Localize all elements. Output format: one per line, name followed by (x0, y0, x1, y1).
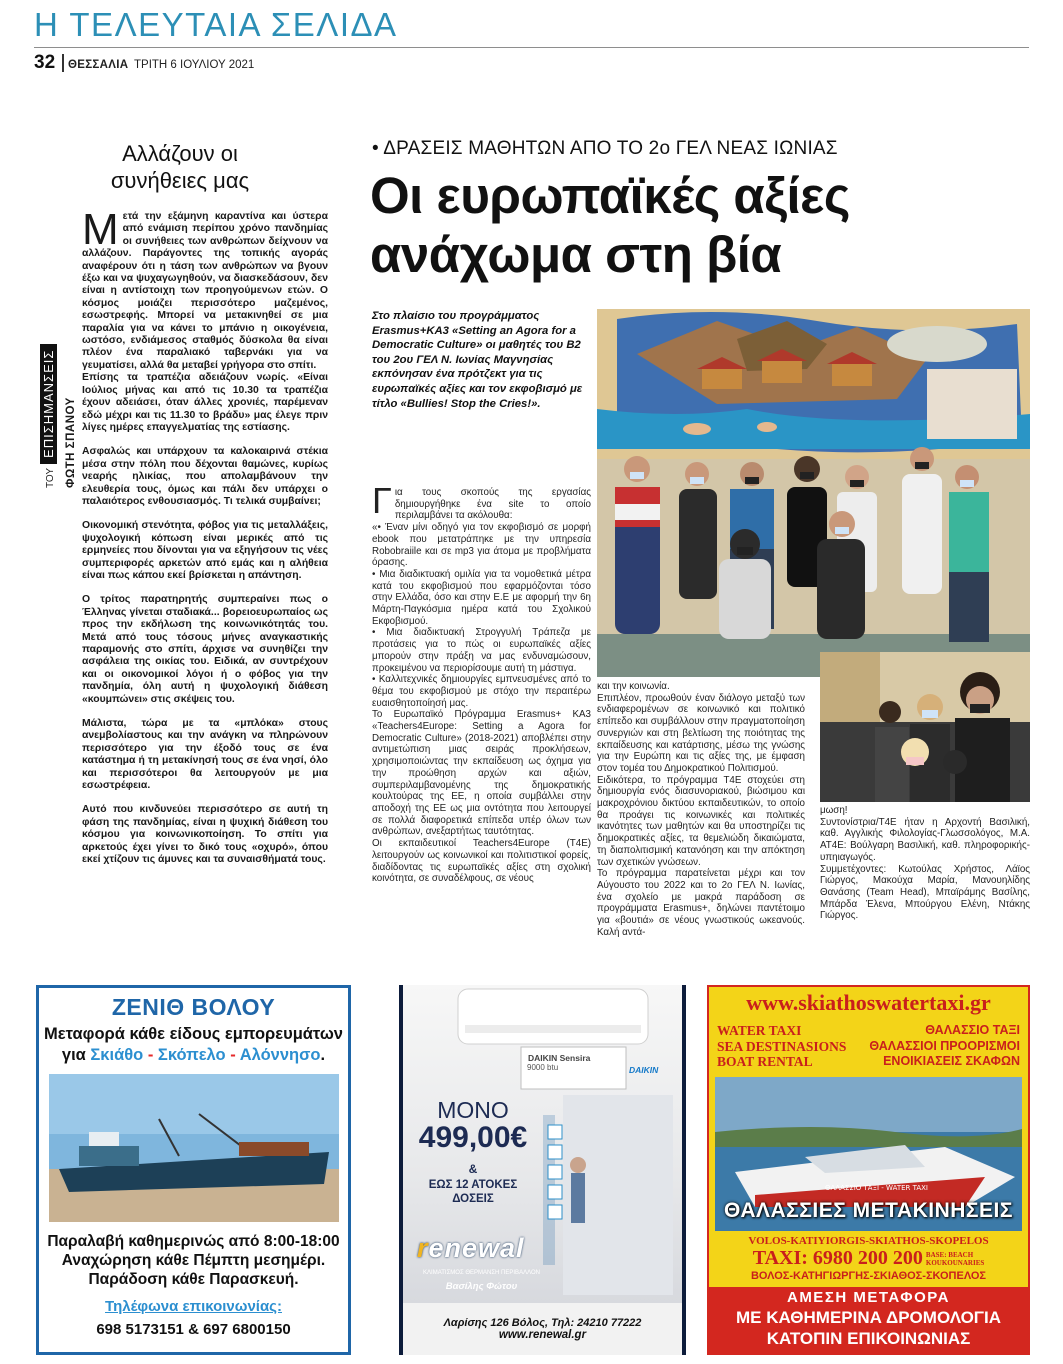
column-dropcap: Μ (82, 205, 119, 254)
column-paragraph: Επίσης τα τραπέζια αδειάζουν νωρίς. «Είναι Ιούλιος μήνας και από τις 10.30 τα τραπέζια έχουν αδειάσει, όταν άλλες χρονιές, παρέμεναν εδώ μέχρι και τις 11.30 το βράδυ» μας έλεγε πριν λίγες ημέρες επαγγελματίας της εστίασης. (82, 372, 328, 433)
article-paragraph: Το Ευρωπαϊκό Πρόγραμμα Erasmus+ KA3 «Teachers4Europe: Setting a Agora for Democratic Culture» (2018-2021) αποβλέπει στην αντιμετώπιση μιας σειράς προκλήσεων, χρησιμοποιώντας την εκπαίδευση ως όχημα για την προώθηση αρχών και αξιών, συμπεριλαμβανομένης της δημοκρατικής κουλτούρας της ΕΕ, η οποία συμβάλλει στην αποδοχή της ΕΕ ως μια οντότητα που λειτουργεί σε πολλά διαφορετικά επίπεδα υπέρ όλων των ανθρώπων, ανεξαρτήτως ταυτότητας. (372, 709, 591, 838)
by-contact: ΚΑΤΟΠΙΝ ΕΠΙΚΟΙΝΩΝΙΑΣ (766, 1329, 971, 1348)
column-section-label: ΕΠΙΣΗΜΑΝΣΕΙΣ (40, 344, 57, 464)
offer-amp: & (468, 1162, 478, 1176)
destination-separator: - (147, 1046, 154, 1064)
logo-letter: r (417, 1233, 429, 1263)
column-body (82, 205, 328, 879)
route-english: VOLOS-KATIYIORGIS-SKIATHOS-SKOPELOS (748, 1235, 989, 1247)
article-paragraph: ια τους σκοπούς της εργασίας δημιουργήθηκε ένα site το οποίο περιλαμβάνει τα ακόλουθα: (394, 487, 591, 522)
destinations-prefix: για (61, 1046, 86, 1064)
ac-brand: DAIKIN Sensira (528, 1053, 591, 1063)
offer-installments (403, 1178, 543, 1206)
column-paragraph: Ο τρίτος παρατηρητής συμπεραίνει πως ο Έλληνας γίνεται σταδιακά... βορειοευρωπαίος ως προς την εκδήλωση της κοινωνικότητάς του. Μετά από τους τόσους μήνες αναγκαστικής παραμονής στο σπίτι, άρχισε να συνηθίζει την ασφάλεια της οικίας του. Ειδικά, αν συντρέχουν και οι οικονομικοί λόγοι ή ο φόβος για την πανδημία, όλη αυτή η ψυχολογική διάθεση «κουμπώνει» στις σκέψεις του. (82, 594, 328, 705)
article-lead: Στο πλαίσιο του προγράμματος Erasmus+KA3 «Setting an Agora for a Democratic Culture» οι μαθητές του Β2 του 2ου ΓΕΛ Ν. Ιωνίας Μαγνησίας εκπόνησαν ένα πρότζεκτ για τις ευρωπαϊκές αξίες και τον εκφοβισμό με τίτλο «Bullies! Stop the Cries!». (372, 310, 583, 410)
headline-line: ανάχωμα στη βία (370, 226, 782, 283)
article-paragraph: Επιπλέον, προωθούν έναν διάλογο μεταξύ των ενδιαφερομένων σε κοινωνικό και πολιτικό επίπεδο και συμβάλλουν στην πραγματοποίηση συνεργιών και στη βελτίωση της ποιότητας της εκπαίδευσης και κατάρτισης, μέσω της γνώσης για την Ευρώπη και τις αξίες της, με έμφαση στον τομέα του Δημοκρατικού Πολιτισμού. (597, 692, 805, 774)
article-paragraph: και την κοινωνία. (597, 681, 670, 692)
issue-date: ΤΡΙΤΗ 6 ΙΟΥΛΙΟΥ 2021 (134, 59, 255, 71)
article-body-col3 (820, 805, 1030, 922)
daily-routes: ΜΕ ΚΑΘΗΜΕΡΙΝΑ ΔΡΟΜΟΛΟΓΙΑ (735, 1308, 1002, 1327)
services-english (717, 1023, 846, 1070)
section-title: Η ΤΕΛΕΥΤΑΙΑ ΣΕΛΙΔΑ (34, 6, 398, 43)
ad-zenith-destinations (39, 1046, 348, 1065)
article-paragraph: Οι εκπαιδευτικοί Teachers4Europe (T4E) λειτουργούν ως κοινωνικοί και πολιτιστικοί φορείς, διαδίδοντας τις ευρωπαϊκές αξίες στη σχολική κοινότητα, σε συναδέλφους, σε νέους (372, 838, 591, 885)
cargo-ship-photo (49, 1074, 339, 1222)
offer-price: 499,00€ (418, 1121, 528, 1154)
destination-separator: - (230, 1046, 236, 1064)
ad-zenith-phones-label: Τηλέφωνα επικοινωνίας: (105, 1298, 282, 1315)
article-body-col1 (372, 480, 591, 885)
students-photo-2 (820, 652, 1030, 802)
ad-zenith-phones[interactable]: 698 5173151 & 697 6800150 (96, 1321, 291, 1338)
renewal-owner: Βασίλης Φώτου (445, 1281, 518, 1292)
offer-mono: ΜΟΝΟ (437, 1097, 509, 1123)
header-separator (62, 54, 64, 72)
logo-rest: enewal (428, 1233, 525, 1263)
schedule-delivery: Παράδοση κάθε Παρασκευή. (88, 1271, 299, 1288)
taxi-phone-number: TAXI: 6980 200 200 (752, 1247, 923, 1269)
article-dropcap: Γ (372, 480, 392, 521)
ad-zenith-tagline: Μεταφορά κάθε είδους εμπορευμάτων (44, 1025, 343, 1043)
installments-line: ΕΩΣ 12 ΑΤΟΚΕΣ (428, 1179, 518, 1191)
renewal-logo (417, 1233, 525, 1264)
service-line: ΘΑΛΑΣΣΙΟΙ ΠΡΟΟΡΙΣΜΟΙ (869, 1038, 1020, 1053)
destination-skopelos: Σκόπελο (157, 1046, 226, 1064)
services-greek (869, 1023, 1020, 1070)
headline-line: Οι ευρωπαϊκές αξίες (370, 167, 850, 224)
renewal-website-link[interactable]: www.renewal.gr (498, 1329, 587, 1341)
ad-skiathos-water-taxi[interactable] (707, 985, 1030, 1355)
ad-zenith-schedule (39, 1232, 348, 1289)
byline-prefix: ΤΟΥ (45, 467, 56, 488)
article-paragraph: «• Έναν μίνι οδηγό για τον εκφοβισμό σε μορφή ebook που μετατράπηκε με την υπηρεσία Robobraiile και σε mp3 για άτομα με προβλήματα όρασης. (372, 522, 591, 569)
service-line: BOAT RENTAL (717, 1054, 813, 1069)
boat-sign: ΘΑΛΑΣΣΙΟ ΤΑΞΙ - WATER TAXI (825, 1184, 929, 1192)
daikin-logo: DAIKIN (629, 1065, 659, 1075)
column-paragraph: Οικονομική στενότητα, φόβος για τις μεταλλάξεις, ψυχολογική κόπωση είναι μερικές από τις ερμηνείες που δίνονται για να εξηγήσουν τις νέες συμπεριφορές αρκετών από εμάς και η αλήθεια είναι πως κάπου εκεί βρίσκεται η απάντηση. (82, 520, 328, 581)
sea-movements-headline: ΘΑΛΑΣΣΙΕΣ ΜΕΤΑΚΙΝΗΣΕΙΣ (724, 1199, 1013, 1222)
ac-model: 9000 btu (527, 1063, 559, 1072)
service-line: SEA DESTINASIONS (717, 1038, 847, 1054)
renewal-contact (403, 1303, 682, 1355)
schedule-pickup: Παραλαβή καθημερινώς από 8:00-18:00 (47, 1233, 340, 1250)
column-title: Αλλάζουν οι συνήθειες μας (110, 141, 250, 193)
article-kicker: • ΔΡΑΣΕΙΣ ΜΑΘΗΤΩΝ ΑΠΟ ΤΟ 2ο ΓΕΛ ΝΕΑΣ ΙΩΝΙΑΣ (372, 138, 838, 159)
newspaper-name: ΘΕΣΣΑΛΙΑ (68, 59, 129, 71)
installments-line: ΔΟΣΕΙΣ (452, 1193, 494, 1205)
ad-zenith-title: ΖΕΝΙΘ ΒΟΛΟΥ (111, 994, 276, 1020)
ad-zenith-volou[interactable] (36, 985, 351, 1355)
students-photo-2-image (820, 652, 1030, 802)
renewal-tagline: ΚΛΙΜΑΤΙΣΜΟΣ ΘΕΡΜΑΝΣΗ ΠΕΡΙΒΑΛΛΟΝ (423, 1270, 540, 1276)
destinations-end: . (320, 1046, 326, 1064)
article-paragraph: μωση! (820, 805, 848, 816)
article-paragraph: Συμμετέχοντες: Κωτούλας Χρήστος, Λάϊος Γιώργος, Μακούχα Μαρία, Μανουηλίδης Θανάσης (Team Head), Μπαϊράμης Βασίλης, Μπάρδα Έλενα, Μπούργου Ελένη, Ντάκης Γιώργος. (820, 863, 1030, 922)
article-paragraph: • Μια διαδικτυακή ομιλία για τα νομοθετικά μέτρα κατά του εκφοβισμού που εφαρμόζονται τόσο στην Ελλάδα, όσο και στην Ε.Ε με αφορμή την 6η Μάρτη-Παγκόσμια ημέρα κατά του Σχολικού Εκφοβισμού. (372, 568, 591, 627)
page-number: 32 (34, 52, 56, 73)
column-paragraph: ετά την εξάμηνη καραντίνα και ύστερα από ενάμιση περίπου χρόνο πανδημίας οι συνήθειες των ανθρώπων δείχνουν να αλλάζουν. Παράγοντες της τοπικής αγοράς αναφέρουν ότι η τάση των ανθρώπων να βγουν έξω και να ψυχαγωγηθούν, να διασκεδάσουν, δεν είναι η αντίστοιχη των προηγούμενων ετών. Ο κόσμος μοιάζει περισσότερο μαζεμένος, εσωστρεφής. Μπορεί να μετακινηθεί σε μια παραλία για να κάνει το μπάνιο η οικογένεια, ωστόσο, ενδιάμεσος σταθμός δύσκολα θα είναι πλέον ένα παραλιακό ταβερνάκι για να γευματίσει, αλλά θα μεταβεί γρήγορα στο σπίτι. (82, 211, 328, 371)
base-line: KOUKOUNARIES (925, 1259, 985, 1268)
base-location (926, 1251, 984, 1267)
direct-transfer: ΑΜΕΣΗ ΜΕΤΑΦΟΡΑ (786, 1289, 951, 1306)
article-paragraph: • Μια διαδικτυακή Στρογγυλή Τράπεζα με προτάσεις για το πώς οι ευρωπαϊκές αξίες μπορούν στην πράξη να μας ενδυναμώσουν, προκειμένου να περιορίσουμε αυτή τη μάστιγα. (372, 627, 591, 674)
skiathos-website-link[interactable]: www.skiathoswatertaxi.gr (746, 990, 991, 1015)
article-paragraph: • Καλλιτεχνικές δημιουργίες εμπνευσμένες από το θέμα του εκφοβισμού με στόχο την περαιτέρω ευαισθητοποίησή μας. (372, 674, 591, 709)
taxi-phone[interactable] (709, 1247, 1028, 1270)
service-line: ΘΑΛΑΣΣΙΟ ΤΑΞΙ (925, 1023, 1020, 1037)
column-paragraph: Μάλιστα, τώρα με τα «μπλόκα» στους ανεμβολίαστους και την ανάγκη να πληρώνουν περισσότερο για την έξοδό τους σε ένα κατάστημα ή τη μετακίνησή τους σε ένα νησί, όλο και περισσότεροι θα λειτουργούν με μια εσωστρέφεια. (82, 718, 328, 792)
students-group-photo (597, 309, 1030, 677)
article-paragraph: Ειδικότερα, το πρόγραμμα T4E στοχεύει στη δημιουργία ενός διασυνοριακού, βιώσιμου και μακροχρόνιου δικτύου εκπαιδευτικών, το οποίο θα προάγει τις κοινωνικές και πολιτικές ικανότητες των μαθητών και θα υποστηρίζει τις δημοκρατικές αξίες, τα θεμελιώδη δικαιώματα, τη διαπολιτισμική κατανόηση και την απόκτηση των σχετικών γνώσεων. (597, 774, 805, 868)
column-paragraph: Ασφαλώς και υπάρχουν τα καλοκαιρινά στέκια μέσα στην πόλη που δέχονται θαμώνες, κυρίως νεαρής ηλικίας, που απολαμβάνουν την ελευθερία τους, όμως και πάλι δεν υπάρχει ο παλαιότερος ενθουσιασμός. Τι τελικά συμβαίνει; (82, 446, 328, 507)
base-line: BASE: BEACH (925, 1251, 974, 1260)
header-rule (34, 47, 1029, 48)
skiathos-banner (709, 1287, 1028, 1355)
group-photo-image (597, 309, 1030, 677)
destination-alonissos: Αλόννησο (239, 1046, 321, 1064)
article-paragraph: Το πρόγραμμα παρατείνεται μέχρι και τον Αύγουστο του 2022 και το 2ο ΓΕΛ Ν. Ιωνίας, ένα σχολείο με μακρά παράδοση σε προγράμματα Erasmus+, δηλώνει παντέτοιμο για «βουτιά» σε νέους γνωστικούς ωκεανούς. Καλή αντά- (597, 868, 805, 938)
renewal-address: Λαρίσης 126 Βόλος, Τηλ: 24210 77222 (443, 1317, 642, 1329)
schedule-departure: Αναχώρηση κάθε Πέμπτη μεσημέρι. (61, 1252, 326, 1269)
route-greek: ΒΟΛΟΣ-ΚΑΤΗΓΙΩΡΓΗΣ-ΣΚΙΑΘΟΣ-ΣΚΟΠΕΛΟΣ (750, 1270, 987, 1282)
service-line: ΕΝΟΙΚΙΑΣΕΙΣ ΣΚΑΦΩΝ (883, 1054, 1020, 1068)
column-paragraph: Αυτό που κινδυνεύει περισσότερο σε αυτή τη φάση της πανδημίας, είναι η ψυχική διάθεση του κόσμου για κοινωνικοποίηση. Το σπίτι για αρκετούς έχει γίνει το δικό τους «οχυρό», όπου εκεί χτίζουν τις άμυνες και τα συναισθήματά τους. (82, 804, 328, 866)
column-author: ΦΩΤΗ ΣΠΑΝΟΥ (65, 397, 77, 488)
column-byline (38, 188, 82, 488)
service-line: WATER TAXI (717, 1023, 802, 1038)
ad-renewal[interactable] (399, 985, 686, 1355)
article-paragraph: Συντονίστρια/T4E ήταν η Αρχοντή Βασιλική, καθ. Αγγλικής Φιλολογίας-Γλωσσολόγος, Μ.Α. AT4E: Βούλγαρη Βασιλική, καθ. πληροφορικής-υπηιαγωγός. (820, 816, 1030, 863)
article-body-col2 (597, 681, 805, 938)
destination-skiathos: Σκιάθο (90, 1046, 144, 1064)
article-headline (370, 166, 1030, 284)
